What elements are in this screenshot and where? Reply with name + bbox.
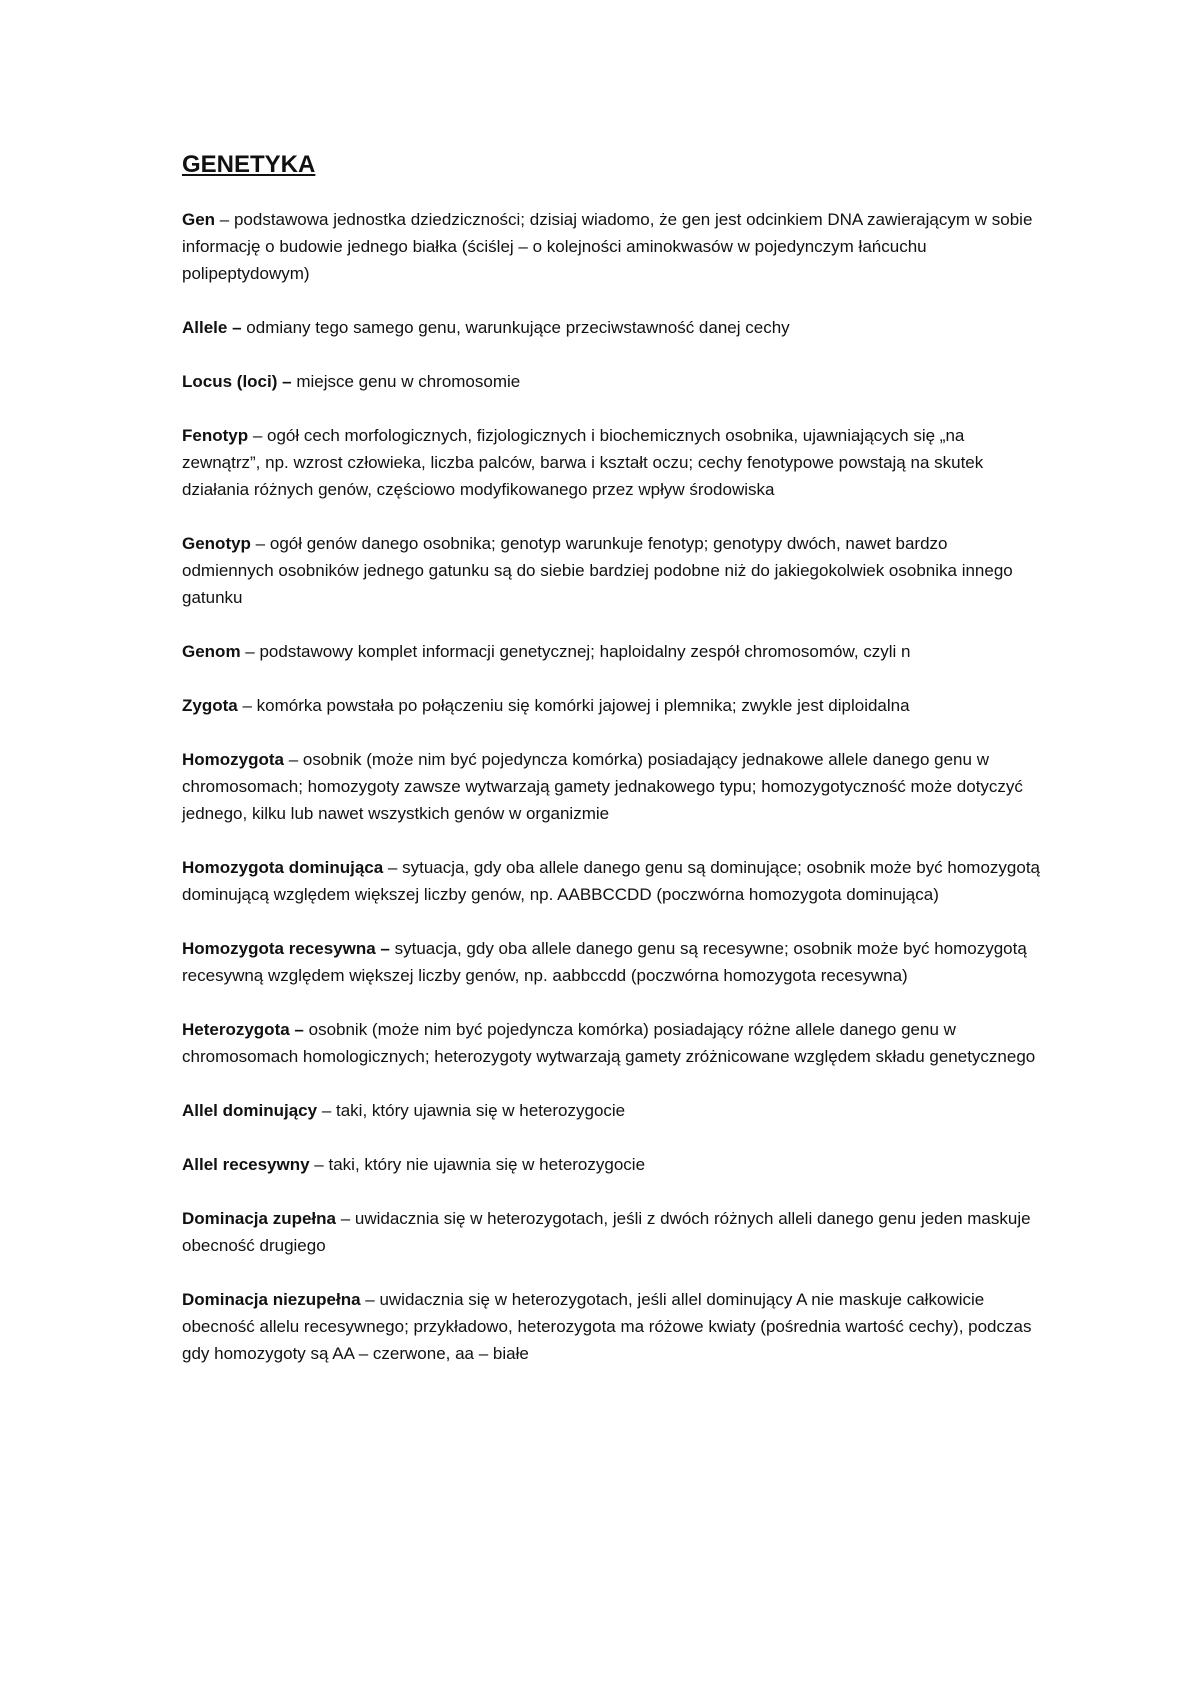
- entry-separator: –: [240, 642, 260, 661]
- entry-definition: sytuacja, gdy oba allele danego genu są dominujące; osobnik może być homozygotą dominującą względem większej liczby genów, np. AABBCCDD (poczwórna homozygota dominująca): [182, 858, 1041, 904]
- entry-term: Homozygota dominująca: [182, 858, 384, 877]
- entry-separator: –: [309, 1155, 329, 1174]
- document-page: [182, 150, 1042, 1394]
- entry-term: Fenotyp: [182, 426, 249, 445]
- entry-separator: –: [284, 750, 303, 769]
- entry-definition: podstawowy komplet informacji genetycznej; haploidalny zespół chromosomów, czyli n: [259, 642, 911, 661]
- definition-entry: [182, 935, 1042, 989]
- entry-term: Allel dominujący: [182, 1101, 318, 1120]
- definition-entry: [182, 422, 1042, 503]
- entry-separator: –: [317, 1101, 336, 1120]
- definition-entry: [182, 1205, 1042, 1259]
- entry-separator: –: [250, 534, 270, 553]
- entry-separator: –: [248, 426, 268, 445]
- definition-entry: [182, 638, 1042, 665]
- entry-term: Heterozygota –: [182, 1020, 304, 1039]
- entry-definition: podstawowa jednostka dziedziczności; dzisiaj wiadomo, że gen jest odcinkiem DNA zawierającym w sobie informację o budowie jednego białka (ściślej – o kolejności aminokwasów w pojedynczym łańcuchu polipeptydowym): [182, 210, 1033, 283]
- entry-definition: osobnik (może nim być pojedyncza komórka) posiadający jednakowe allele danego genu w chromosomach; homozygoty zawsze wytwarzają gamety jednakowego typu; homozygotyczność może dotyczyć jednego, kilku lub nawet wszystkich genów w organizmie: [182, 750, 1023, 823]
- entry-definition: ogół cech morfologicznych, fizjologicznych i biochemicznych osobnika, ujawniających się „na zewnątrz”, np. wzrost człowieka, liczba palców, barwa i kształt oczu; cechy fenotypowe powstają na skutek działania różnych genów, częściowo modyfikowanego przez wpływ środowiska: [182, 426, 984, 499]
- entry-term: Locus (loci) –: [182, 372, 292, 391]
- entry-term: Gen: [182, 210, 216, 229]
- entry-separator: –: [215, 210, 234, 229]
- entry-term: Allele –: [182, 318, 242, 337]
- entry-separator: –: [237, 696, 257, 715]
- entry-definition: uwidacznia się w heterozygotach, jeśli z dwóch różnych alleli danego genu jeden maskuje obecność drugiego: [182, 1209, 1031, 1255]
- definition-entry: [182, 206, 1042, 287]
- definition-entry: [182, 1151, 1042, 1178]
- entry-definition: taki, który ujawnia się w heterozygocie: [336, 1101, 626, 1120]
- entry-term: Allel recesywny: [182, 1155, 310, 1174]
- entry-definition: miejsce genu w chromosomie: [296, 372, 521, 391]
- entry-definition: uwidacznia się w heterozygotach, jeśli allel dominujący A nie maskuje całkowicie obecność allelu recesywnego; przykładowo, heterozygota ma różowe kwiaty (pośrednia wartość cechy), podczas gdy homozygoty są AA – czerwone, aa – białe: [182, 1290, 1032, 1363]
- entry-definition: taki, który nie ujawnia się w heterozygocie: [328, 1155, 646, 1174]
- entry-term: Zygota: [182, 696, 238, 715]
- definition-entry: [182, 1016, 1042, 1070]
- definition-entry: [182, 314, 1042, 341]
- entry-definition: ogół genów danego osobnika; genotyp warunkuje fenotyp; genotypy dwóch, nawet bardzo odmiennych osobników jednego gatunku są do siebie bardziej podobne niż do jakiegokolwiek osobnika innego gatunku: [182, 534, 1013, 607]
- entry-definition: komórka powstała po połączeniu się komórki jajowej i plemnika; zwykle jest diploidalna: [256, 696, 910, 715]
- document-title: GENETYKA: [182, 151, 316, 178]
- entry-term: Genom: [182, 642, 241, 661]
- entry-term: Dominacja zupełna: [182, 1209, 336, 1228]
- definition-entry: [182, 746, 1042, 827]
- definition-entry: [182, 1097, 1042, 1124]
- definition-entry: [182, 1286, 1042, 1367]
- entry-separator: –: [383, 858, 403, 877]
- entry-term: Genotyp: [182, 534, 251, 553]
- entry-separator: –: [335, 1209, 355, 1228]
- entry-term: Dominacja niezupełna: [182, 1290, 361, 1309]
- entry-definition: odmiany tego samego genu, warunkujące przeciwstawność danej cechy: [246, 318, 790, 337]
- entry-definition: sytuacja, gdy oba allele danego genu są recesywne; osobnik może być homozygotą recesywną względem większej liczby genów, np. aabbccdd (poczwórna homozygota recesywna): [182, 939, 1027, 985]
- definition-entry: [182, 368, 1042, 395]
- entry-definition: osobnik (może nim być pojedyncza komórka) posiadający różne allele danego genu w chromosomach homologicznych; heterozygoty wytwarzają gamety zróżnicowane względem składu genetycznego: [182, 1020, 1036, 1066]
- definition-entry: [182, 692, 1042, 719]
- entry-separator: –: [360, 1290, 380, 1309]
- entry-term: Homozygota recesywna –: [182, 939, 390, 958]
- entry-term: Homozygota: [182, 750, 284, 769]
- definition-entry: [182, 854, 1042, 908]
- definition-entry: [182, 530, 1042, 611]
